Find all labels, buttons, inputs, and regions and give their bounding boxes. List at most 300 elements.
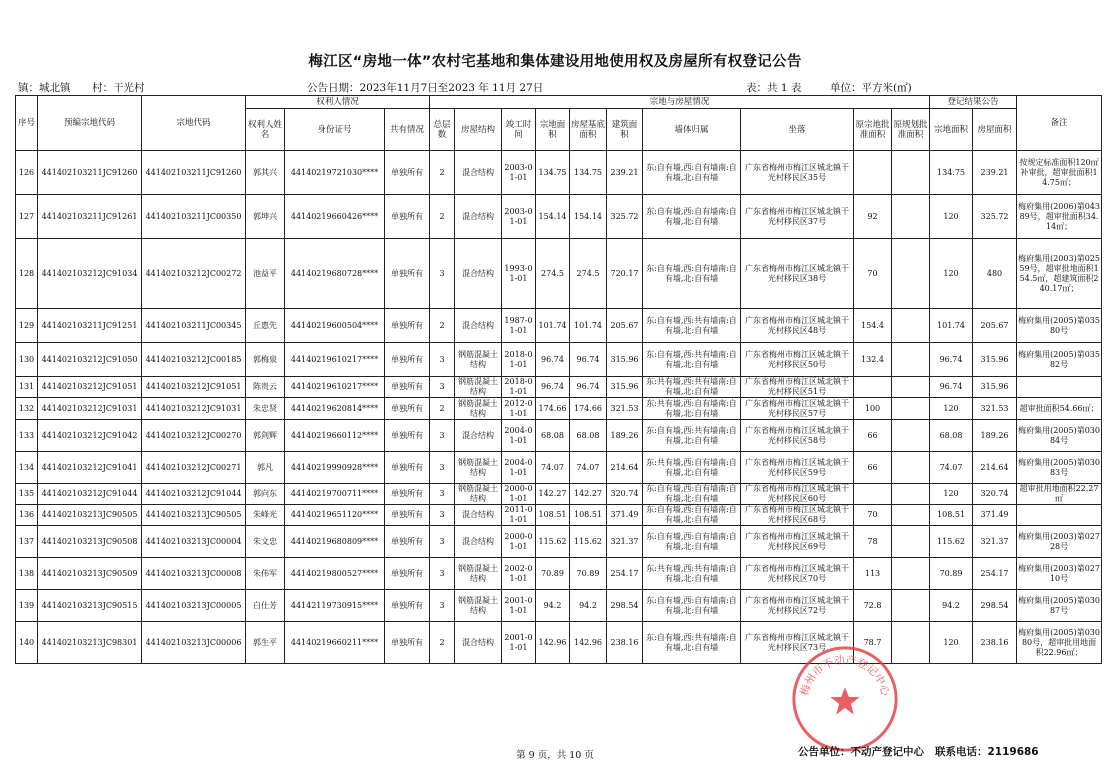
cell-share: 单独所有: [385, 622, 430, 664]
official-seal-stamp: [786, 640, 904, 758]
cell-id-no: 44140219800527****: [285, 558, 385, 590]
cell-base-area: 134.75: [570, 151, 607, 195]
cell-floors: 2: [430, 151, 455, 195]
cell-floors: 3: [430, 420, 455, 452]
cell-base-area: 142.27: [570, 484, 607, 505]
cell-location: 广东省梅州市梅江区城北镇干光村移民区59号: [741, 452, 854, 484]
cell-owner-name: 郭梅泉: [246, 343, 285, 377]
cell-walls: 东:自有墙,西:共有墙南:自有墙,北:自有墙: [643, 420, 741, 452]
cell-land-area: 274.5: [536, 239, 570, 309]
cell-res-land: 94.2: [930, 590, 973, 622]
cell-id-no: 44140219660112****: [285, 420, 385, 452]
table-row: [16, 239, 1102, 309]
cell-id-no: 44140219610217****: [285, 377, 385, 398]
cell-owner-name: 郭凡: [246, 452, 285, 484]
cell-walls: 东:共有墙,西:共有墙南:自有墙,北:自有墙: [643, 377, 741, 398]
cell-structure: 钢筋混凝土结构: [455, 377, 502, 398]
cell-id-no: 44140219660211****: [285, 622, 385, 664]
cell-res-land: 134.75: [930, 151, 973, 195]
cell-location: 广东省梅州市梅江区城北镇干光村移民区57号: [741, 398, 854, 420]
header-floors: 总层数: [430, 109, 455, 151]
cell-owner-name: 池益平: [246, 239, 285, 309]
cell-id-no: 44140219610217****: [285, 343, 385, 377]
cell-completed: 2011-01-01: [502, 505, 536, 526]
cell-pre-code: 441402103212JC91051: [38, 377, 142, 398]
header-build-area: 建筑面积: [607, 109, 643, 151]
cell-walls: 东:共有墙,西:共有墙南:自有墙,北:自有墙: [643, 558, 741, 590]
cell-floors: 2: [430, 398, 455, 420]
cell-land-area: 68.08: [536, 420, 570, 452]
cell-orig-planned: [892, 239, 930, 309]
cell-parcel-code: 441402103211JC91260: [142, 151, 246, 195]
cell-seq: 136: [16, 505, 38, 526]
cell-remark: 梅府集用(2005)第03582号: [1017, 343, 1102, 377]
header-location: 坐落: [741, 109, 854, 151]
cell-floors: 3: [430, 377, 455, 398]
cell-land-area: 154.14: [536, 195, 570, 239]
cell-walls: 东:自有墙,西:共有墙南:自有墙,北:自有墙: [643, 309, 741, 343]
header-parcel-code: 宗地代码: [142, 96, 246, 151]
cell-completed: 1993-01-01: [502, 239, 536, 309]
cell-share: 单独所有: [385, 558, 430, 590]
cell-seq: 140: [16, 622, 38, 664]
cell-share: 单独所有: [385, 239, 430, 309]
publisher-contact: [798, 744, 1039, 759]
cell-orig-approved: 92: [854, 195, 892, 239]
cell-res-house: 371.49: [973, 505, 1017, 526]
cell-completed: 2001-01-01: [502, 622, 536, 664]
cell-remark: 梅府集用(2003)第02728号: [1017, 526, 1102, 558]
cell-location: 广东省梅州市梅江区城北镇干光村移民区70号: [741, 558, 854, 590]
cell-seq: 137: [16, 526, 38, 558]
cell-remark: 超审批面积54.66㎡；: [1017, 398, 1102, 420]
cell-orig-planned: [892, 377, 930, 398]
cell-share: 单独所有: [385, 505, 430, 526]
cell-id-no: 44140219721030****: [285, 151, 385, 195]
cell-location: 广东省梅州市梅江区城北镇干光村移民区38号: [741, 239, 854, 309]
table-row: [16, 420, 1102, 452]
header-land-group: 宗地与房屋情况: [430, 96, 930, 109]
cell-id-no: 44140219620814****: [285, 398, 385, 420]
cell-build-area: 239.21: [607, 151, 643, 195]
table-row: [16, 558, 1102, 590]
cell-res-house: 315.96: [973, 377, 1017, 398]
table-row: [16, 398, 1102, 420]
cell-orig-approved: 70: [854, 505, 892, 526]
seal-text: 梅州市不动产登记中心: [797, 653, 893, 698]
cell-base-area: 96.74: [570, 343, 607, 377]
header-res-house: 房屋面积: [973, 109, 1017, 151]
cell-parcel-code: 441402103213JC00005: [142, 590, 246, 622]
cell-pre-code: 441402103213JC98301: [38, 622, 142, 664]
cell-pre-code: 441402103213JC90508: [38, 526, 142, 558]
cell-structure: 钢筋混凝土结构: [455, 398, 502, 420]
publisher-label: 公告单位：不动产登记中心: [798, 746, 924, 758]
cell-res-house: 238.16: [973, 622, 1017, 664]
cell-build-area: 321.53: [607, 398, 643, 420]
cell-remark: 梅府集用(2006)第04389号，超审批面积34.14㎡；: [1017, 195, 1102, 239]
cell-floors: 3: [430, 558, 455, 590]
table-row: [16, 343, 1102, 377]
cell-res-house: 189.26: [973, 420, 1017, 452]
cell-share: 单独所有: [385, 526, 430, 558]
cell-orig-planned: [892, 420, 930, 452]
cell-parcel-code: 441402103212JC00272: [142, 239, 246, 309]
header-share: 共有情况: [385, 109, 430, 151]
cell-location: 广东省梅州市梅江区城北镇干光村移民区69号: [741, 526, 854, 558]
header-walls: 墙体归属: [643, 109, 741, 151]
cell-res-house: 315.96: [973, 343, 1017, 377]
cell-completed: 2000-01-01: [502, 484, 536, 505]
header-owner-group: 权利人情况: [246, 96, 430, 109]
cell-orig-planned: [892, 151, 930, 195]
cell-floors: 3: [430, 452, 455, 484]
seal-star-icon: [830, 687, 860, 715]
header-completed: 竣工时间: [502, 109, 536, 151]
table-row: [16, 151, 1102, 195]
cell-orig-approved: 70: [854, 239, 892, 309]
cell-base-area: 108.51: [570, 505, 607, 526]
cell-orig-approved: 113: [854, 558, 892, 590]
cell-id-no: 44140219700711****: [285, 484, 385, 505]
cell-orig-approved: 78.7: [854, 622, 892, 664]
table-row: [16, 526, 1102, 558]
cell-structure: 混合结构: [455, 195, 502, 239]
cell-build-area: 254.17: [607, 558, 643, 590]
cell-parcel-code: 441402103212JC91044: [142, 484, 246, 505]
cell-floors: 3: [430, 590, 455, 622]
cell-completed: 2001-01-01: [502, 590, 536, 622]
cell-land-area: 174.66: [536, 398, 570, 420]
cell-base-area: 174.66: [570, 398, 607, 420]
cell-res-land: 115.62: [930, 526, 973, 558]
cell-location: 广东省梅州市梅江区城北镇干光村移民区35号: [741, 151, 854, 195]
cell-share: 单独所有: [385, 590, 430, 622]
cell-land-area: 101.74: [536, 309, 570, 343]
cell-completed: 2004-01-01: [502, 452, 536, 484]
cell-res-land: 120: [930, 622, 973, 664]
cell-pre-code: 441402103213JC90515: [38, 590, 142, 622]
cell-parcel-code: 441402103212JC00185: [142, 343, 246, 377]
cell-remark: 按规定标准面积120㎡补审批，超审批面积14.75㎡；: [1017, 151, 1102, 195]
table-row: [16, 505, 1102, 526]
page-title: 梅江区“房地一体”农村宅基地和集体建设用地使用权及房屋所有权登记公告: [308, 54, 802, 70]
cell-base-area: 94.2: [570, 590, 607, 622]
cell-orig-planned: [892, 484, 930, 505]
cell-base-area: 70.89: [570, 558, 607, 590]
announce-date: 公告日期：2023年11月7日至2023 年 11月 27日: [307, 82, 544, 94]
cell-seq: 139: [16, 590, 38, 622]
cell-completed: 2018-01-01: [502, 377, 536, 398]
cell-id-no: 44140219680728****: [285, 239, 385, 309]
cell-land-area: 142.96: [536, 622, 570, 664]
cell-pre-code: 441402103212JC91041: [38, 452, 142, 484]
cell-orig-planned: [892, 398, 930, 420]
header-orig-approved: 原宗地批准面积: [854, 109, 892, 151]
cell-orig-planned: [892, 309, 930, 343]
cell-base-area: 101.74: [570, 309, 607, 343]
page-number: 第 9 页，共 10 页: [516, 750, 594, 761]
cell-build-area: 214.64: [607, 452, 643, 484]
header-orig-planned: 原规划批准面积: [892, 109, 930, 151]
cell-remark: 梅府集用(2005)第03087号: [1017, 590, 1102, 622]
cell-structure: 混合结构: [455, 239, 502, 309]
cell-location: 广东省梅州市梅江区城北镇干光村移民区51号: [741, 377, 854, 398]
cell-parcel-code: 441402103211JC00345: [142, 309, 246, 343]
cell-build-area: 298.54: [607, 590, 643, 622]
cell-location: 广东省梅州市梅江区城北镇干光村移民区37号: [741, 195, 854, 239]
cell-owner-name: 朱伟军: [246, 558, 285, 590]
cell-res-house: 254.17: [973, 558, 1017, 590]
cell-parcel-code: 441402103211JC00350: [142, 195, 246, 239]
cell-floors: 3: [430, 343, 455, 377]
cell-build-area: 315.96: [607, 377, 643, 398]
cell-parcel-code: 441402103213JC00004: [142, 526, 246, 558]
cell-orig-approved: [854, 377, 892, 398]
cell-walls: 东:自有墙,西:自有墙南:自有墙,北:自有墙: [643, 239, 741, 309]
header-owner-name: 权利人姓名: [246, 109, 285, 151]
cell-build-area: 720.17: [607, 239, 643, 309]
cell-parcel-code: 441402103212JC91051: [142, 377, 246, 398]
cell-share: 单独所有: [385, 343, 430, 377]
cell-pre-code: 441402103211JC91261: [38, 195, 142, 239]
cell-completed: 2012-01-01: [502, 398, 536, 420]
registration-table: [15, 95, 1102, 664]
cell-completed: 2000-01-01: [502, 526, 536, 558]
cell-seq: 130: [16, 343, 38, 377]
cell-pre-code: 441402103211JC91260: [38, 151, 142, 195]
cell-res-land: 108.51: [930, 505, 973, 526]
cell-completed: 2018-01-01: [502, 343, 536, 377]
cell-structure: 钢筋混凝土结构: [455, 590, 502, 622]
cell-floors: 2: [430, 622, 455, 664]
cell-floors: 2: [430, 309, 455, 343]
cell-share: 单独所有: [385, 420, 430, 452]
cell-res-land: 96.74: [930, 377, 973, 398]
cell-walls: 东:共有墙,西:自有墙南:自有墙,北:自有墙: [643, 398, 741, 420]
cell-base-area: 74.07: [570, 452, 607, 484]
cell-structure: 混合结构: [455, 309, 502, 343]
cell-land-area: 142.27: [536, 484, 570, 505]
cell-owner-name: 朱忠贤: [246, 398, 285, 420]
cell-id-no: 44140219600504****: [285, 309, 385, 343]
cell-res-land: 101.74: [930, 309, 973, 343]
cell-pre-code: 441402103212JC91034: [38, 239, 142, 309]
cell-owner-name: 白仕芳: [246, 590, 285, 622]
table-row: [16, 452, 1102, 484]
cell-land-area: 96.74: [536, 343, 570, 377]
header-result-group: 登记结果公告: [930, 96, 1017, 109]
header-seq: 序号: [16, 96, 38, 151]
cell-owner-name: 陈贵云: [246, 377, 285, 398]
cell-res-house: 325.72: [973, 195, 1017, 239]
cell-orig-approved: 66: [854, 452, 892, 484]
cell-orig-planned: [892, 526, 930, 558]
cell-floors: 3: [430, 239, 455, 309]
table-row: [16, 195, 1102, 239]
cell-share: 单独所有: [385, 195, 430, 239]
cell-parcel-code: 441402103213JC90505: [142, 505, 246, 526]
cell-floors: 3: [430, 505, 455, 526]
cell-location: 广东省梅州市梅江区城北镇干光村移民区60号: [741, 484, 854, 505]
cell-res-land: 120: [930, 195, 973, 239]
cell-orig-approved: 66: [854, 420, 892, 452]
cell-base-area: 154.14: [570, 195, 607, 239]
cell-owner-name: 丘惠先: [246, 309, 285, 343]
table-row: [16, 309, 1102, 343]
cell-remark: 梅府集用(2005)第03580号: [1017, 309, 1102, 343]
cell-structure: 钢筋混凝土结构: [455, 484, 502, 505]
cell-res-house: 298.54: [973, 590, 1017, 622]
cell-structure: 混合结构: [455, 505, 502, 526]
cell-location: 广东省梅州市梅江区城北镇干光村移民区68号: [741, 505, 854, 526]
cell-pre-code: 441402103212JC91042: [38, 420, 142, 452]
cell-pre-code: 441402103212JC91044: [38, 484, 142, 505]
unit-label: 单位：平方米(㎡): [830, 82, 912, 94]
cell-base-area: 96.74: [570, 377, 607, 398]
cell-res-house: 321.53: [973, 398, 1017, 420]
cell-land-area: 94.2: [536, 590, 570, 622]
cell-location: 广东省梅州市梅江区城北镇干光村移民区48号: [741, 309, 854, 343]
header-base-area: 房屋基底面积: [570, 109, 607, 151]
cell-seq: 126: [16, 151, 38, 195]
cell-orig-planned: [892, 558, 930, 590]
cell-completed: 1987-01-01: [502, 309, 536, 343]
cell-res-land: 68.08: [930, 420, 973, 452]
cell-res-house: 214.64: [973, 452, 1017, 484]
cell-seq: 132: [16, 398, 38, 420]
cell-orig-approved: 154.4: [854, 309, 892, 343]
cell-structure: 钢筋混凝土结构: [455, 452, 502, 484]
cell-walls: 东:共有墙,西:自有墙南:自有墙,北:自有墙: [643, 452, 741, 484]
cell-remark: [1017, 505, 1102, 526]
cell-build-area: 321.37: [607, 526, 643, 558]
header-id-no: 身份证号: [285, 109, 385, 151]
cell-completed: 2004-01-01: [502, 420, 536, 452]
cell-build-area: 320.74: [607, 484, 643, 505]
cell-owner-name: 郭向东: [246, 484, 285, 505]
cell-res-land: 96.74: [930, 343, 973, 377]
cell-orig-approved: [854, 151, 892, 195]
cell-id-no: 44140219651120****: [285, 505, 385, 526]
cell-floors: 3: [430, 526, 455, 558]
header-pre-code: 预编宗地代码: [38, 96, 142, 151]
cell-id-no: 44140219660426****: [285, 195, 385, 239]
cell-build-area: 371.49: [607, 505, 643, 526]
cell-build-area: 315.96: [607, 343, 643, 377]
cell-res-house: 480: [973, 239, 1017, 309]
cell-owner-name: 郭坤兴: [246, 195, 285, 239]
cell-owner-name: 朱文忠: [246, 526, 285, 558]
cell-res-house: 321.37: [973, 526, 1017, 558]
cell-orig-planned: [892, 452, 930, 484]
cell-res-land: 120: [930, 484, 973, 505]
cell-base-area: 142.96: [570, 622, 607, 664]
cell-structure: 钢筋混凝土结构: [455, 558, 502, 590]
cell-pre-code: 441402103212JC91031: [38, 398, 142, 420]
cell-structure: 混合结构: [455, 151, 502, 195]
cell-parcel-code: 441402103213JC00006: [142, 622, 246, 664]
cell-land-area: 134.75: [536, 151, 570, 195]
cell-completed: 2003-01-01: [502, 151, 536, 195]
table-row: [16, 484, 1102, 505]
cell-seq: 138: [16, 558, 38, 590]
cell-base-area: 115.62: [570, 526, 607, 558]
cell-structure: 混合结构: [455, 420, 502, 452]
cell-orig-approved: [854, 484, 892, 505]
cell-walls: 东:自有墙,西:共有墙南:自有墙,北:自有墙: [643, 343, 741, 377]
cell-build-area: 189.26: [607, 420, 643, 452]
cell-floors: 3: [430, 484, 455, 505]
cell-orig-approved: 100: [854, 398, 892, 420]
sheet-count: 表：共 1 表: [746, 82, 802, 94]
cell-res-house: 320.74: [973, 484, 1017, 505]
cell-res-land: 74.07: [930, 452, 973, 484]
header-structure: 房屋结构: [455, 109, 502, 151]
cell-walls: 东:自有墙,西:自有墙南:自有墙,北:自有墙: [643, 195, 741, 239]
cell-pre-code: 441402103213JC90509: [38, 558, 142, 590]
cell-build-area: 325.72: [607, 195, 643, 239]
cell-pre-code: 441402103211JC91251: [38, 309, 142, 343]
cell-remark: 梅府集用(2003)第02559号，超审批地面积154.5㎡，超建筑面积240.17㎡；: [1017, 239, 1102, 309]
cell-orig-planned: [892, 343, 930, 377]
cell-land-area: 70.89: [536, 558, 570, 590]
cell-remark: 超审批用地面积22.27㎡: [1017, 484, 1102, 505]
cell-res-land: 120: [930, 239, 973, 309]
phone-label: 联系电话：2119686: [934, 746, 1039, 758]
cell-owner-name: 朱峰光: [246, 505, 285, 526]
cell-build-area: 238.16: [607, 622, 643, 664]
cell-res-land: 70.89: [930, 558, 973, 590]
cell-completed: 2002-01-01: [502, 558, 536, 590]
cell-remark: 梅府集用(2003)第02710号: [1017, 558, 1102, 590]
cell-structure: 混合结构: [455, 526, 502, 558]
cell-walls: 东:自有墙,西:自有墙南:自有墙,北:自有墙: [643, 151, 741, 195]
header-remark: 备注: [1017, 96, 1102, 151]
cell-walls: 东:自有墙,西:自有墙南:自有墙,北:自有墙: [643, 526, 741, 558]
cell-share: 单独所有: [385, 398, 430, 420]
cell-build-area: 205.67: [607, 309, 643, 343]
town-label: 镇：城北镇: [18, 82, 71, 94]
cell-share: 单独所有: [385, 452, 430, 484]
cell-id-no: 44140219680809****: [285, 526, 385, 558]
cell-seq: 135: [16, 484, 38, 505]
cell-location: 广东省梅州市梅江区城北镇干光村移民区58号: [741, 420, 854, 452]
cell-pre-code: 441402103213JC90505: [38, 505, 142, 526]
cell-floors: 2: [430, 195, 455, 239]
cell-res-house: 205.67: [973, 309, 1017, 343]
cell-base-area: 274.5: [570, 239, 607, 309]
table-row: [16, 590, 1102, 622]
cell-land-area: 115.62: [536, 526, 570, 558]
cell-parcel-code: 441402103212JC91031: [142, 398, 246, 420]
cell-parcel-code: 441402103212JC00271: [142, 452, 246, 484]
cell-orig-approved: 78: [854, 526, 892, 558]
cell-structure: 混合结构: [455, 622, 502, 664]
cell-land-area: 108.51: [536, 505, 570, 526]
cell-pre-code: 441402103212JC91050: [38, 343, 142, 377]
cell-orig-planned: [892, 195, 930, 239]
cell-seq: 133: [16, 420, 38, 452]
cell-seq: 131: [16, 377, 38, 398]
cell-remark: 梅府集用(2005)第03080号，超审批用地面积22.96㎡；: [1017, 622, 1102, 664]
cell-res-house: 239.21: [973, 151, 1017, 195]
cell-structure: 钢筋混凝土结构: [455, 343, 502, 377]
cell-orig-planned: [892, 505, 930, 526]
cell-orig-approved: 132.4: [854, 343, 892, 377]
cell-share: 单独所有: [385, 377, 430, 398]
cell-owner-name: 郭剑辉: [246, 420, 285, 452]
